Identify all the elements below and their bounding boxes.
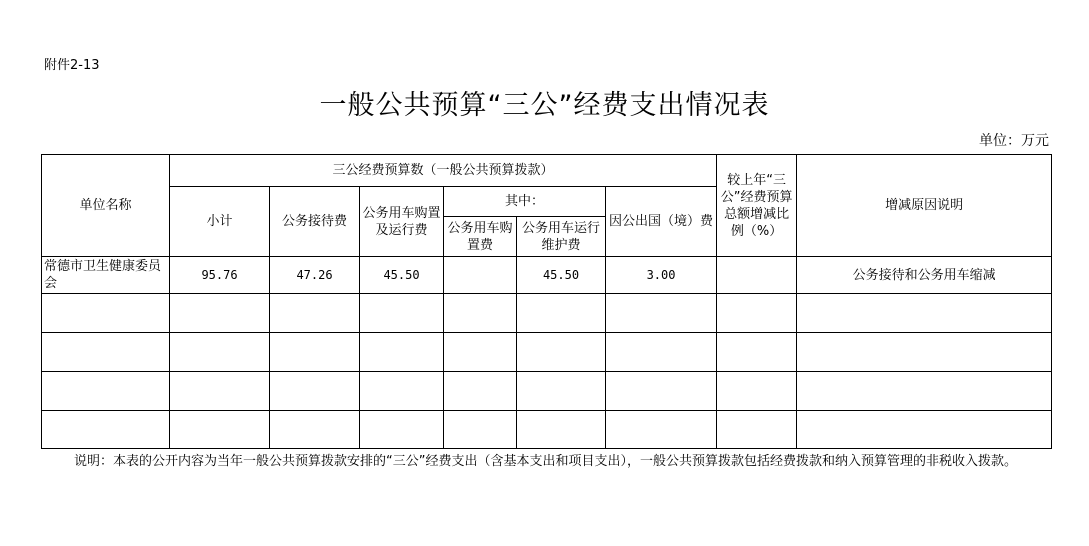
cell-unit-name (42, 372, 170, 411)
header-of-which: 其中： (444, 187, 606, 217)
cell-vehicle (360, 411, 444, 449)
cell-subtotal (170, 294, 270, 333)
page-title: 一般公共预算“三公”经费支出情况表 (319, 90, 770, 121)
header-budget-group: 三公经费预算数（一般公共预算拨款） (170, 155, 717, 187)
cell-reception: 47.26 (270, 257, 360, 294)
cell-reason (797, 411, 1052, 449)
cell-unit-name: 常德市卫生健康委员会 (42, 257, 170, 294)
cell-reception (270, 294, 360, 333)
cell-abroad (606, 333, 717, 372)
explanation-note: 说明：本表的公开内容为当年一般公共预算拨款安排的“三公”经费支出（含基本支出和项目支出），一般公共预算拨款包括经费拨款和纳入预算管理的非税收入拨款。 (74, 454, 1017, 469)
cell-vehicle-operation (517, 333, 606, 372)
budget-table (41, 154, 1052, 449)
cell-unit-name (42, 411, 170, 449)
header-row-1 (42, 155, 1052, 187)
cell-vehicle-purchase (444, 257, 517, 294)
cell-vehicle-operation (517, 294, 606, 333)
cell-reason (797, 372, 1052, 411)
unit-label: 单位：万元 (979, 133, 1049, 149)
table-row (42, 257, 1052, 294)
table-row (42, 411, 1052, 449)
cell-unit-name (42, 294, 170, 333)
cell-unit-name (42, 333, 170, 372)
cell-reason (797, 294, 1052, 333)
cell-change-ratio (717, 333, 797, 372)
header-vehicle-purchase: 公务用车购置费 (444, 217, 517, 257)
header-vehicle-operation: 公务用车运行维护费 (517, 217, 606, 257)
attachment-label: 附件2-13 (44, 58, 100, 73)
cell-reason: 公务接待和公务用车缩减 (797, 257, 1052, 294)
cell-reception (270, 372, 360, 411)
cell-vehicle-purchase (444, 333, 517, 372)
cell-change-ratio (717, 294, 797, 333)
cell-vehicle (360, 294, 444, 333)
cell-vehicle-purchase (444, 294, 517, 333)
header-reception: 公务接待费 (270, 187, 360, 257)
cell-abroad: 3.00 (606, 257, 717, 294)
cell-vehicle-operation: 45.50 (517, 257, 606, 294)
cell-vehicle-operation (517, 372, 606, 411)
header-reason: 增减原因说明 (797, 155, 1052, 257)
cell-change-ratio (717, 411, 797, 449)
header-change-ratio: 较上年“三公”经费预算总额增减比例（%） (717, 155, 797, 257)
cell-vehicle-operation (517, 411, 606, 449)
cell-subtotal (170, 333, 270, 372)
header-subtotal: 小计 (170, 187, 270, 257)
cell-change-ratio (717, 257, 797, 294)
cell-vehicle-purchase (444, 411, 517, 449)
cell-change-ratio (717, 372, 797, 411)
cell-abroad (606, 372, 717, 411)
cell-reception (270, 411, 360, 449)
table-row (42, 294, 1052, 333)
cell-subtotal (170, 372, 270, 411)
cell-abroad (606, 294, 717, 333)
cell-reception (270, 333, 360, 372)
cell-vehicle-purchase (444, 372, 517, 411)
cell-reason (797, 333, 1052, 372)
header-abroad: 因公出国（境）费 (606, 187, 717, 257)
header-vehicle: 公务用车购置及运行费 (360, 187, 444, 257)
header-unit-name: 单位名称 (42, 155, 170, 257)
table-row (42, 333, 1052, 372)
cell-subtotal (170, 411, 270, 449)
cell-abroad (606, 411, 717, 449)
table-row (42, 372, 1052, 411)
cell-vehicle: 45.50 (360, 257, 444, 294)
cell-vehicle (360, 372, 444, 411)
cell-vehicle (360, 333, 444, 372)
cell-subtotal: 95.76 (170, 257, 270, 294)
